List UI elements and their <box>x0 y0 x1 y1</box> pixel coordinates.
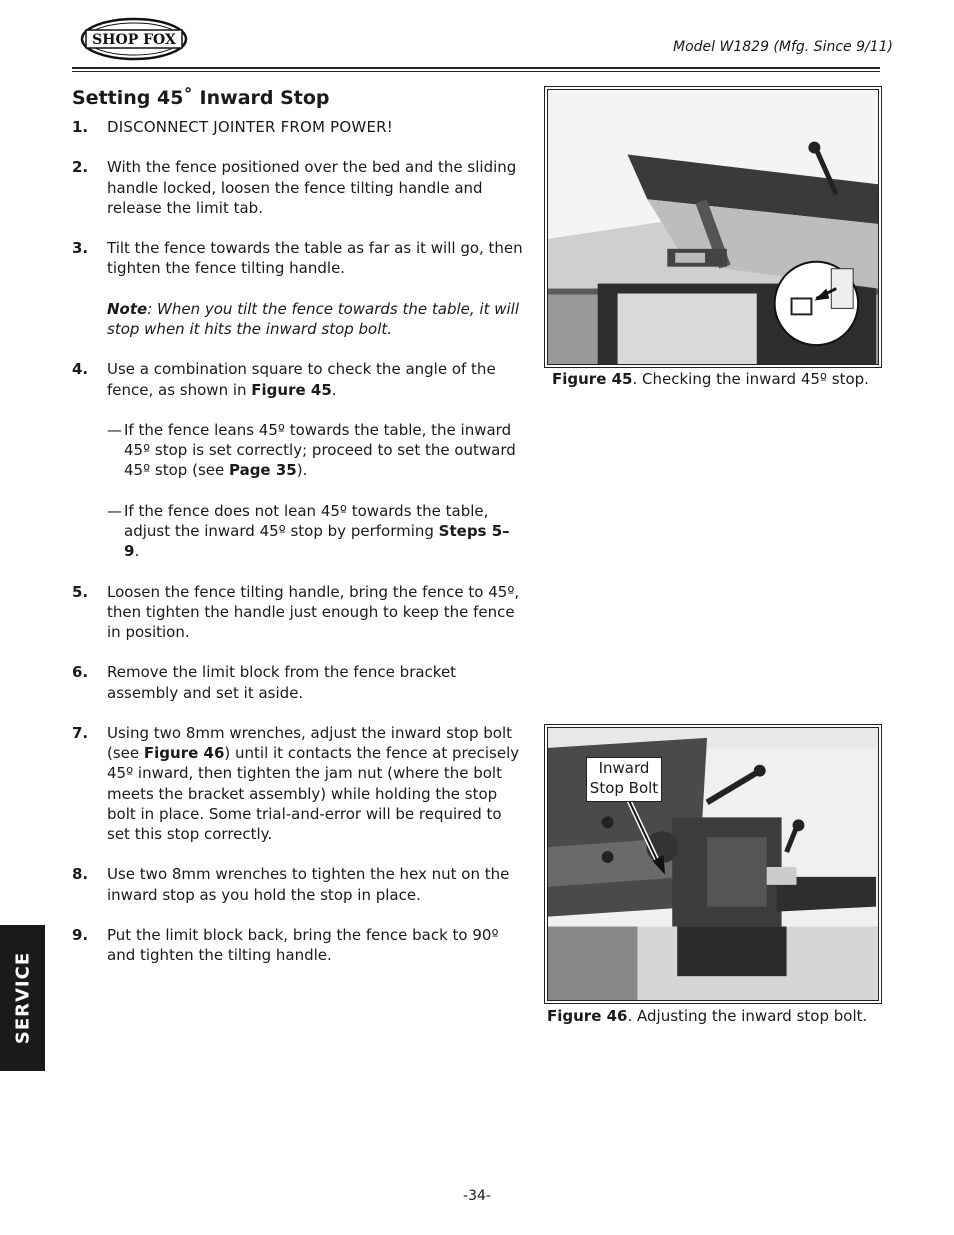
step-6 <box>72 662 524 702</box>
step-note <box>107 299 524 339</box>
step-2 <box>72 157 524 218</box>
figure-label: Figure 46 <box>547 1007 628 1025</box>
header-rule <box>72 67 880 69</box>
step-8 <box>72 864 524 904</box>
note-text: : When you tilt the fence towards the table, it will stop when it hits the inward stop bolt. <box>107 299 519 338</box>
figure-45-photo <box>544 86 882 368</box>
sub-item: — If the fence does not lean 45º towards the table, adjust the inward 45º stop by performing Steps 5–9. <box>107 501 510 561</box>
step-text: Tilt the fence towards the table as far as it will go, then tighten the fence tilting handle. <box>107 239 523 278</box>
figure-reference: Figure 45 <box>251 380 332 399</box>
header-rule-thin <box>72 71 880 72</box>
step-number: 9. <box>72 925 89 944</box>
step-7 <box>72 723 524 844</box>
step-text: Use a combination square to check the angle of the fence, as shown in Figure 45. <box>107 360 496 399</box>
step-text: DISCONNECT JOINTER FROM POWER! <box>107 118 393 136</box>
step-number: 3. <box>72 239 89 258</box>
step-text: Remove the limit block from the fence bracket assembly and set it aside. <box>107 663 457 702</box>
page-reference: Page 35 <box>228 461 297 480</box>
step-3 <box>72 238 524 339</box>
step-number: 8. <box>72 865 89 884</box>
note-label: Note <box>107 299 148 318</box>
step-text: Use two 8mm wrenches to tighten the hex nut on the inward stop as you hold the stop in place. <box>107 865 510 904</box>
shop-fox-logo <box>80 16 188 62</box>
step-9 <box>72 925 524 965</box>
figure-label: Figure 45 <box>552 370 633 388</box>
step-number: 1. <box>72 118 89 136</box>
page-number: -34- <box>463 1188 491 1204</box>
step-text: With the fence positioned over the bed and the sliding handle locked, loosen the fence tilting handle and release the limit tab. <box>107 158 517 217</box>
step-number: 5. <box>72 582 89 601</box>
model-header: Model W1829 (Mfg. Since 9/11) <box>673 39 893 55</box>
figure-reference: Figure 46 <box>143 744 225 763</box>
step-number: 7. <box>72 723 89 742</box>
section-tab-label: SERVICE <box>12 951 33 1045</box>
figure-45-caption: Figure 45. Checking the inward 45º stop. <box>552 370 869 388</box>
step-text: Put the limit block back, bring the fence back to 90º and tighten the tilting handle. <box>107 925 499 965</box>
procedure-steps <box>72 117 524 986</box>
step-number: 4. <box>72 360 89 379</box>
step-text: Loosen the fence tilting handle, bring the fence to 45º, then tighten the handle just enough to keep the fence in position. <box>107 582 520 641</box>
service-section-tab <box>0 925 45 1071</box>
step-number: 2. <box>72 158 89 177</box>
logo-wordmark: SHOP FOX <box>92 32 176 48</box>
figure-46-caption: Figure 46. Adjusting the inward stop bolt. <box>547 1007 868 1025</box>
step-4 <box>72 359 524 561</box>
step-1 <box>72 117 524 137</box>
inward-stop-bolt-callout: Inward Stop Bolt <box>586 757 662 802</box>
step-5 <box>72 582 524 643</box>
section-title: Setting 45˚ Inward Stop <box>72 87 330 109</box>
steps-reference: Steps 5–9 <box>124 521 510 561</box>
sub-item: — If the fence leans 45º towards the table, the inward 45º stop is set correctly; proceed to set the outward 45º stop (see Page 35). <box>107 420 516 480</box>
step-number: 6. <box>72 663 89 682</box>
step-text: Using two 8mm wrenches, adjust the inward stop bolt (see Figure 46) until it contacts the fence at precisely 45º inward, then tighten the jam nut (where the bolt meets the bracket assembly) while holding the stop bolt in place. Some trial-and-error will be required to set this stop correctly. <box>107 723 520 843</box>
